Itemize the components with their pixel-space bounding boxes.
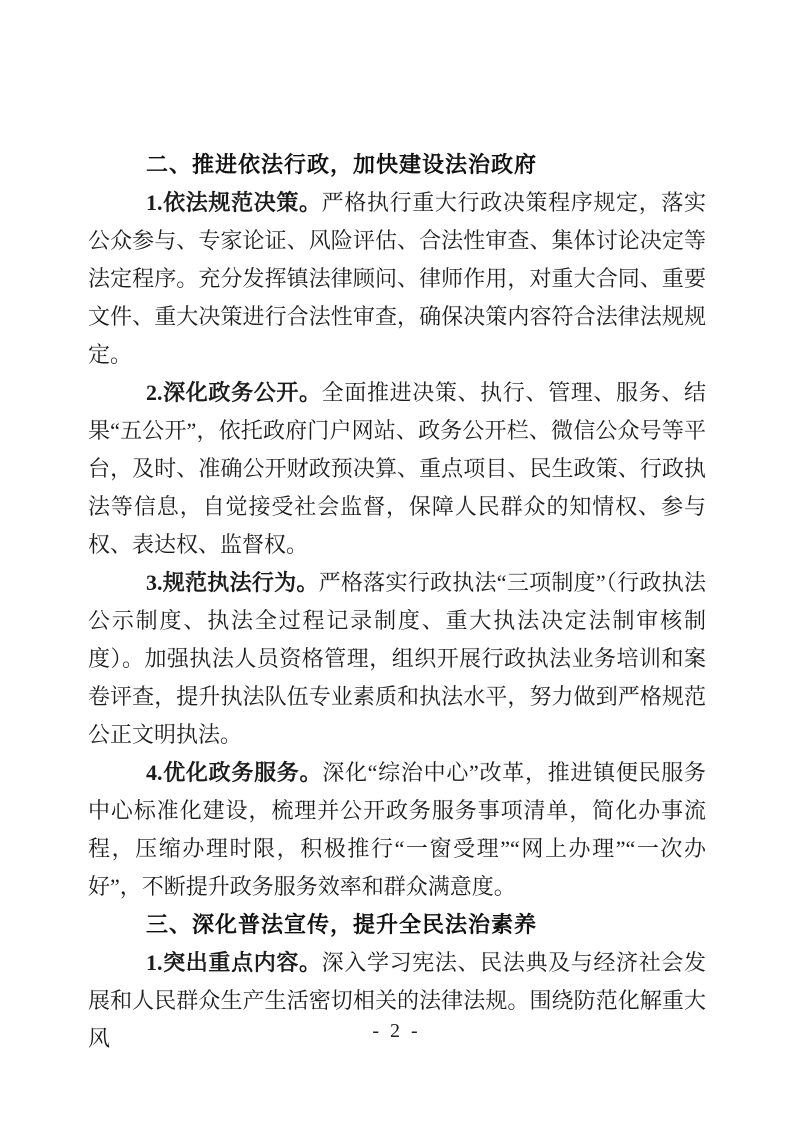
- section-heading-2: 二、推进依法行政，加快建设法治政府: [146, 152, 538, 177]
- paragraph-law-enforcement: [88, 564, 706, 754]
- paragraph-text: 深化“综治中心”改革，推进镇便民服务中心标准化建设，梳理并公开政务服务事项清单，简化办事流程，压缩办理时限，积极推行“一窗受理”“网上办理”“一次办好”，不断提升政务服务效率和群众满意度。: [88, 760, 706, 899]
- paragraph-text: 严格执行重大行政决策程序规定，落实公众参与、专家论证、风险评估、合法性审查、集体讨论决定等法定程序。充分发挥镇法律顾问、律师作用，对重大合同、重要文件、重大决策进行合法性审查，确保决策内容符合法律法规规定。: [88, 190, 706, 367]
- paragraph-lead: 4.优化政务服务。: [146, 760, 323, 785]
- section-heading-3: 三、深化普法宣传，提升全民法治素养: [146, 912, 538, 937]
- paragraph-lead: 1.依法规范决策。: [146, 190, 322, 215]
- paragraph-lead: 1.突出重点内容。: [146, 950, 322, 975]
- paragraph-text: 全面推进决策、执行、管理、服务、结果“五公开”，依托政府门户网站、政务公开栏、微信公众号等平台，及时、准确公开财政预决算、重点项目、民生政策、行政执法等信息，自觉接受社会监督，保障人民群众的知情权、参与权、表达权、监督权。: [88, 380, 706, 557]
- paragraph-lead: 2.深化政务公开。: [146, 380, 322, 405]
- paragraph-government-services: [88, 754, 706, 906]
- paragraph-government-transparency: [88, 374, 706, 564]
- paragraph-law-based-decision: [88, 184, 706, 374]
- document-body: [88, 146, 706, 1058]
- paragraph-text: 深入学习宪法、民法典及与经济社会发展和人民群众生产生活密切相关的法律法规。围绕防范化解重大风: [88, 950, 706, 1051]
- page-number: - 2 -: [372, 1020, 421, 1042]
- paragraph-lead: 3.规范执法行为。: [146, 570, 319, 595]
- paragraph-text: 严格落实行政执法“三项制度”（行政执法公示制度、执法全过程记录制度、重大执法决定法制审核制度）。加强执法人员资格管理，组织开展行政执法业务培训和案卷评查，提升执法队伍专业素质和执法水平，努力做到严格规范公正文明执法。: [88, 570, 706, 747]
